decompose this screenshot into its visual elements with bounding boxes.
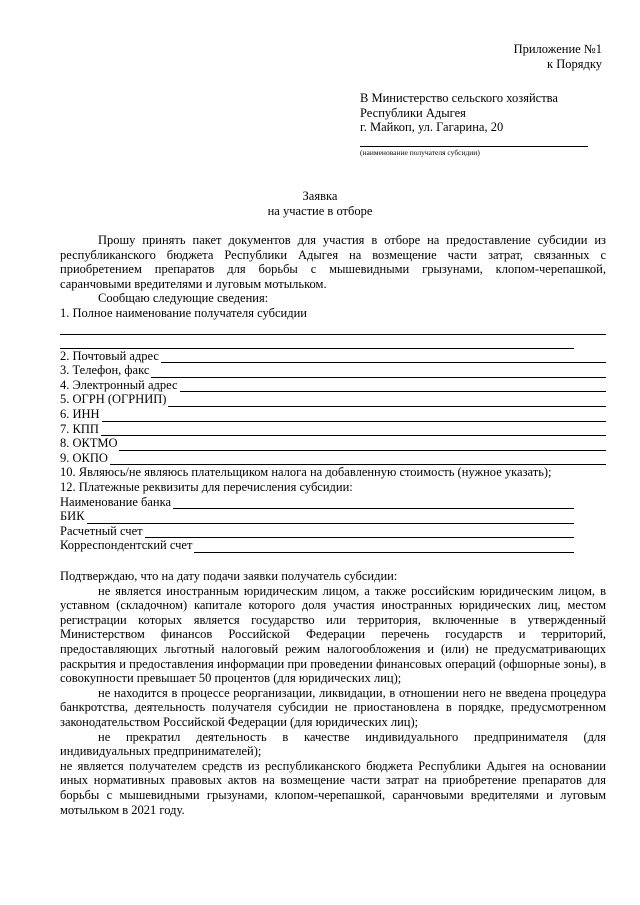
field-okpo-label: 9. ОКПО [60,450,108,465]
field-full-name-line-1[interactable] [60,321,606,335]
field-okpo[interactable] [60,451,606,466]
field-bank-name[interactable] [60,495,574,510]
field-postal-address-label: 2. Почтовый адрес [60,348,159,363]
field-ogrn-line[interactable] [168,395,606,407]
field-oktmo[interactable] [60,436,606,451]
confirmation-item-4: не является получателем средств из республиканского бюджета Республики Адыгея на основании иных нормативных правовых актов на возмещение части затрат на приобретение препаратов для борьбы с мышевидными грызунами, клопом-черепашкой, саранчовыми вредителями и луговым мотыльком в 2021 году. [60,758,606,817]
confirmation-item-1: не является иностранным юридическим лицом, а также российским юридическим лицом, в уставном (складочном) капитале которого доля участия иностранных юридических лиц, местом регистрации которых является государство или территория, включенные в утвержденный Министерством финансов Российской Федерации перечень государств и территорий, предоставляющих льготный налоговый режим налогообложения и (или) не предусматривающих раскрытия и предоставления информации при проведении финансовых операций (офшорные зоны), в совокупности превышает 50 процентов (для юридических лиц); [60,583,606,686]
field-kpp-line[interactable] [101,424,606,436]
applicant-name-caption: (наименование получателя субсидии) [360,147,480,157]
field-phone-fax-line[interactable] [151,366,606,378]
field-vat-status: 10. Являюсь/не являюсь плательщиком налога на добавленную стоимость (нужное указать); [60,465,552,480]
field-oktmo-line[interactable] [119,439,606,451]
field-ogrn[interactable] [60,392,606,407]
field-corr-account-line[interactable] [194,541,574,553]
field-bik-line[interactable] [87,512,574,524]
addressee-line-2: Республики Адыгея [360,105,466,120]
field-full-name-label: 1. Полное наименование получателя субсидии [60,305,307,320]
confirmation-item-2: не находится в процессе реорганизации, ликвидации, в отношении него не введена процедура банкротства, деятельность получателя субсидии не приостановлена в порядке, предусмотренном законодательством Российской Федерации (для юридических лиц); [60,685,606,729]
confirmation-intro: Подтверждаю, что на дату подачи заявки получатель субсидии: [60,569,398,583]
field-email-line[interactable] [180,380,606,392]
document-heading [0,189,640,218]
field-account-line[interactable] [145,526,574,538]
field-full-name-line-2[interactable] [60,335,574,349]
field-bank-name-label: Наименование банка [60,494,172,509]
field-oktmo-label: 8. ОКТМО [60,436,118,451]
field-phone-fax[interactable] [60,363,606,378]
addressee-block [360,91,610,157]
field-postal-address-line[interactable] [161,351,606,363]
annex-number: Приложение №1 [513,42,602,56]
field-ogrn-label: 5. ОГРН (ОГРНИП) [60,392,167,407]
confirmation-item-3: не прекратил деятельность в качестве индивидуального предпринимателя (для индивидуальных предпринимателей); [60,729,606,759]
confirmation-section [60,569,606,817]
document-subtitle: на участие в отборе [267,203,373,218]
field-phone-fax-label: 3. Телефон, факс [60,363,150,378]
field-email-label: 4. Электронный адрес [60,377,178,392]
field-bank-name-line[interactable] [173,497,574,509]
payment-details-label: 12. Платежные реквизиты для перечисления субсидии: [60,479,353,494]
field-email[interactable] [60,378,606,393]
field-account[interactable] [60,524,574,539]
application-body [60,233,606,553]
field-postal-address[interactable] [60,349,606,364]
field-inn-label: 6. ИНН [60,406,100,421]
applicant-name-line [360,141,588,147]
field-corr-account-label: Корреспондентский счет [60,538,193,553]
annex-order-ref: к Порядку [547,56,602,71]
info-intro: Сообщаю следующие сведения: [98,291,269,306]
field-inn-line[interactable] [102,410,606,422]
field-inn[interactable] [60,407,606,422]
field-account-label: Расчетный счет [60,523,143,538]
field-okpo-line[interactable] [110,453,606,465]
annex-reference [514,42,602,71]
document-title: Заявка [302,189,338,203]
addressee-line-3: г. Майкоп, ул. Гагарина, 20 [360,120,504,135]
addressee-line-1: В Министерство сельского хозяйства [360,91,558,105]
field-bik-label: БИК [60,509,85,524]
field-bik[interactable] [60,509,574,524]
intro-paragraph: Прошу принять пакет документов для участия в отборе на предоставление субсидии из республиканского бюджета Республики Адыгея на возмещение части затрат, связанных с приобретением препаратов для борьбы с мышевидными грызунами, клопом-черепашкой, саранчовыми вредителями и луговым мотыльком. [60,233,606,291]
field-kpp[interactable] [60,422,606,437]
field-corr-account[interactable] [60,538,574,553]
field-kpp-label: 7. КПП [60,421,99,436]
